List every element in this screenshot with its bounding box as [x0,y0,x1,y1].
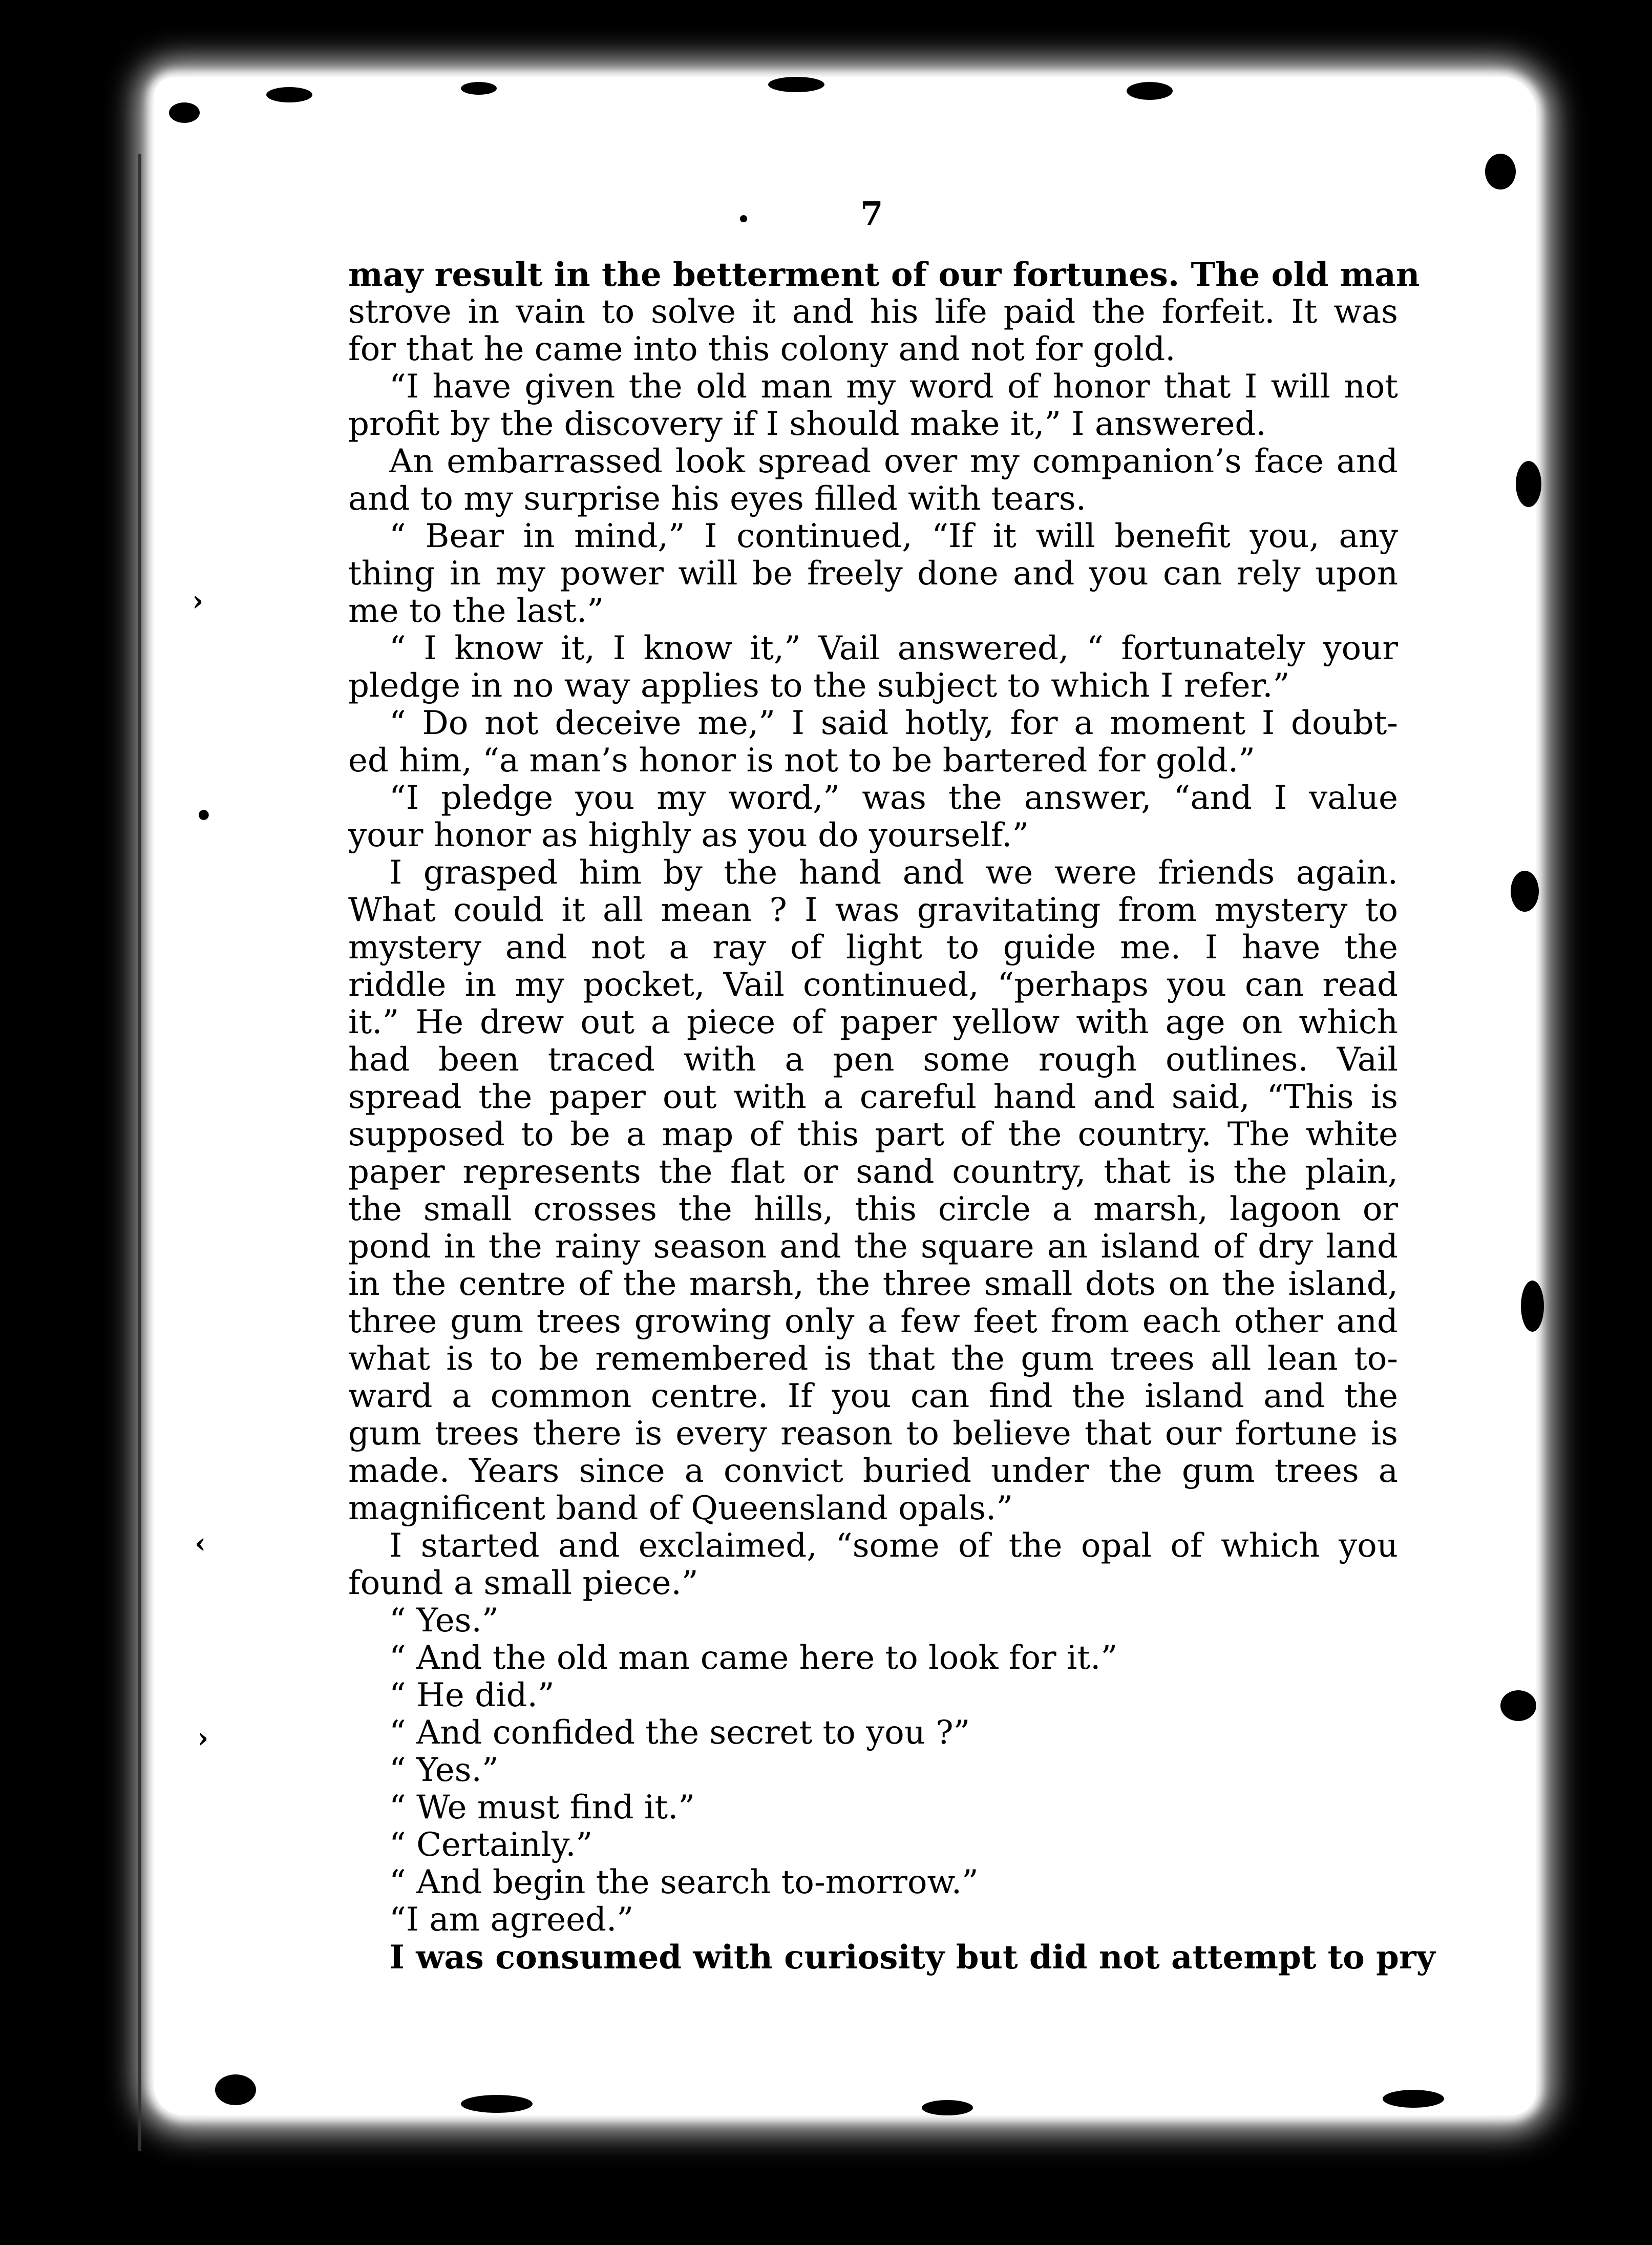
text-line: it.” He drew out a piece of paper yellow with age on which [348,1003,1398,1041]
text-line: “ Yes.” [389,1751,499,1789]
page-edge-left [0,0,154,2245]
margin-mark: ● [82,789,107,823]
text-line: What could it all mean ? I was gravitating from mystery to [348,891,1398,929]
margin-mark: › [197,1721,209,1755]
text-line: paper represents the flat or sand country, that is the plain, [348,1153,1398,1191]
text-line: “ And confided the secret to you ?” [389,1714,970,1752]
body-text [348,256,1435,1977]
edge-speck [1511,871,1539,912]
text-line: “I have given the old man my word of honor that I will not [389,368,1398,406]
ink-dot [740,215,747,222]
text-line: “ Bear in mind,” I continued, “If it will benefit you, any [389,517,1398,555]
text-line: had been traced with a pen some rough outlines. Vail [348,1041,1398,1079]
text-line: “I pledge you my word,” was the answer, “and I value [389,779,1398,817]
text-line: “ Yes.” [389,1602,499,1640]
edge-speck [215,2074,256,2105]
text-line: “ Do not deceive me,” I said hotly, for a moment I doubt- [389,704,1398,742]
text-line: I grasped him by the hand and we were friends again. [389,854,1398,892]
text-line: riddle in my pocket, Vail continued, “perhaps you can read [348,966,1398,1004]
text-line: in the centre of the marsh, the three small dots on the island, [348,1265,1398,1303]
edge-speck [768,77,824,92]
text-line: strove in vain to solve it and his life paid the forfeit. It was [348,293,1398,331]
text-line: pond in the rainy season and the square an island of dry land [348,1228,1398,1266]
text-line: the small crosses the hills, this circle a marsh, lagoon or [348,1190,1398,1228]
text-line: found a small piece.” [348,1564,698,1602]
edge-speck [266,87,312,102]
text-line: pledge in no way applies to the subject to which I refer.” [348,667,1290,705]
text-line: for that he came into this colony and not for gold. [348,330,1176,368]
text-line: “ And begin the search to-morrow.” [389,1863,979,1901]
text-line: I was consumed with curiosity but did not attempt to pry [389,1938,1435,1977]
text-line: supposed to be a map of this part of the country. The white [348,1116,1398,1153]
edge-speck [1516,461,1541,507]
text-line: “ Certainly.” [389,1826,593,1864]
text-line: made. Years since a convict buried under the gum trees a [348,1452,1398,1490]
text-line: ward a common centre. If you can find the island and the [348,1377,1398,1415]
text-line: profit by the discovery if I should make it,” I answered. [348,405,1266,443]
text-line: “ He did.” [389,1676,555,1714]
text-line: thing in my power will be freely done and you can rely upon [348,555,1398,593]
edge-speck [169,102,200,123]
text-line: me to the last.” [348,592,604,630]
text-line: and to my surprise his eyes filled with tears. [348,480,1087,518]
text-line: gum trees there is every reason to believe that our fortune is [348,1415,1398,1453]
edge-speck [922,2100,973,2115]
edge-speck [1485,154,1516,190]
edge-speck [461,82,497,95]
text-line: may result in the betterment of our fortunes. The old man [348,256,1420,294]
text-line: ed him, “a man’s honor is not to be bartered for gold.” [348,742,1255,780]
text-line: An embarrassed look spread over my companion’s face and [389,443,1398,480]
edge-speck [1383,2090,1444,2108]
edge-speck [1521,1281,1544,1332]
text-line: I started and exclaimed, “some of the opal of which you [389,1527,1398,1565]
text-line: magnificent band of Queensland opals.” [348,1489,1013,1527]
text-line: “ We must find it.” [389,1789,695,1827]
text-line: “ I know it, I know it,” Vail answered, “ fortunately your [389,630,1398,667]
text-line: “I am agreed.” [389,1901,634,1939]
margin-mark: ● [82,1716,107,1750]
text-line: what is to be remembered is that the gum trees all lean to- [348,1340,1398,1378]
edge-speck [461,2095,533,2113]
text-line: mystery and not a ray of light to guide me. I have the [348,929,1398,967]
text-line: three gum trees growing only a few feet from each other and [348,1303,1398,1340]
margin-mark: ‹ [195,1526,206,1560]
edge-speck [1500,1690,1536,1721]
text-line: “ And the old man came here to look for it.” [389,1639,1118,1677]
spine-shadow [138,154,141,2151]
margin-mark: ? [74,1526,91,1560]
margin-mark: • [195,799,213,833]
text-line: your honor as highly as you do yourself.” [348,816,1029,854]
margin-mark: › [192,584,204,618]
margin-mark: › [61,579,73,613]
page-number: 7 [860,195,883,233]
edge-speck [1127,82,1173,100]
text-line: spread the paper out with a careful hand and said, “This is [348,1078,1398,1116]
